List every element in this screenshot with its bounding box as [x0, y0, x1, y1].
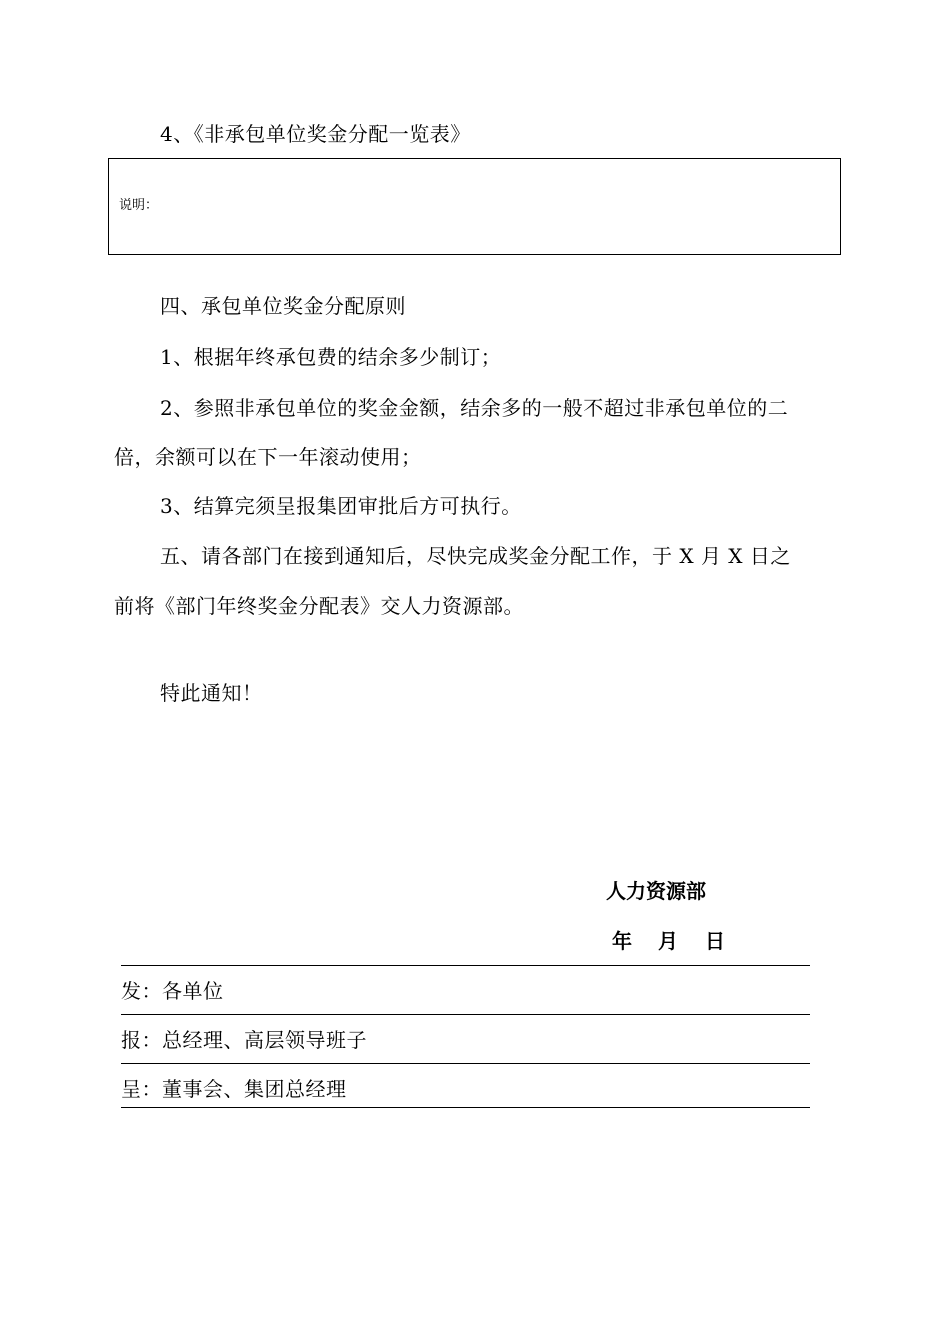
- section-4-item-1: 1、根据年终承包费的结余多少制订；: [160, 345, 502, 369]
- date-month: 月: [658, 929, 678, 953]
- signature-date: [612, 927, 725, 955]
- section-4-item-3: 3、结算完须呈报集团审批后方可执行。: [160, 494, 522, 518]
- signature-department: 人力资源部: [606, 879, 706, 903]
- distribution-row-send: [121, 966, 810, 1015]
- closing-text: 特此通知！: [160, 681, 263, 705]
- note-box: [108, 158, 841, 255]
- distribution-submit: 呈：董事会、集团总经理: [121, 1077, 347, 1101]
- note-label: 说明：: [119, 198, 159, 213]
- section-5-line-2: 前将《部门年终奖金分配表》交人力资源部。: [114, 594, 524, 618]
- section-4-item-2-line-1: 2、参照非承包单位的奖金金额，结余多的一般不超过非承包单位的二: [160, 396, 789, 420]
- section-4-title: 四、承包单位奖金分配原则: [160, 294, 406, 318]
- distribution-table: [121, 965, 810, 1108]
- section-4-item-2-line-2: 倍，余额可以在下一年滚动使用；: [114, 445, 422, 469]
- attachment-item-4: 4、《非承包单位奖金分配一览表》: [160, 122, 471, 146]
- date-year: 年: [612, 929, 632, 953]
- distribution-send: 发：各单位: [121, 979, 224, 1003]
- date-day: 日: [705, 929, 725, 953]
- distribution-row-submit: [121, 1064, 810, 1108]
- distribution-report: 报：总经理、高层领导班子: [121, 1028, 367, 1052]
- section-5-line-1: 五、请各部门在接到通知后，尽快完成奖金分配工作，于 X 月 X 日之: [160, 544, 791, 568]
- distribution-row-report: [121, 1015, 810, 1064]
